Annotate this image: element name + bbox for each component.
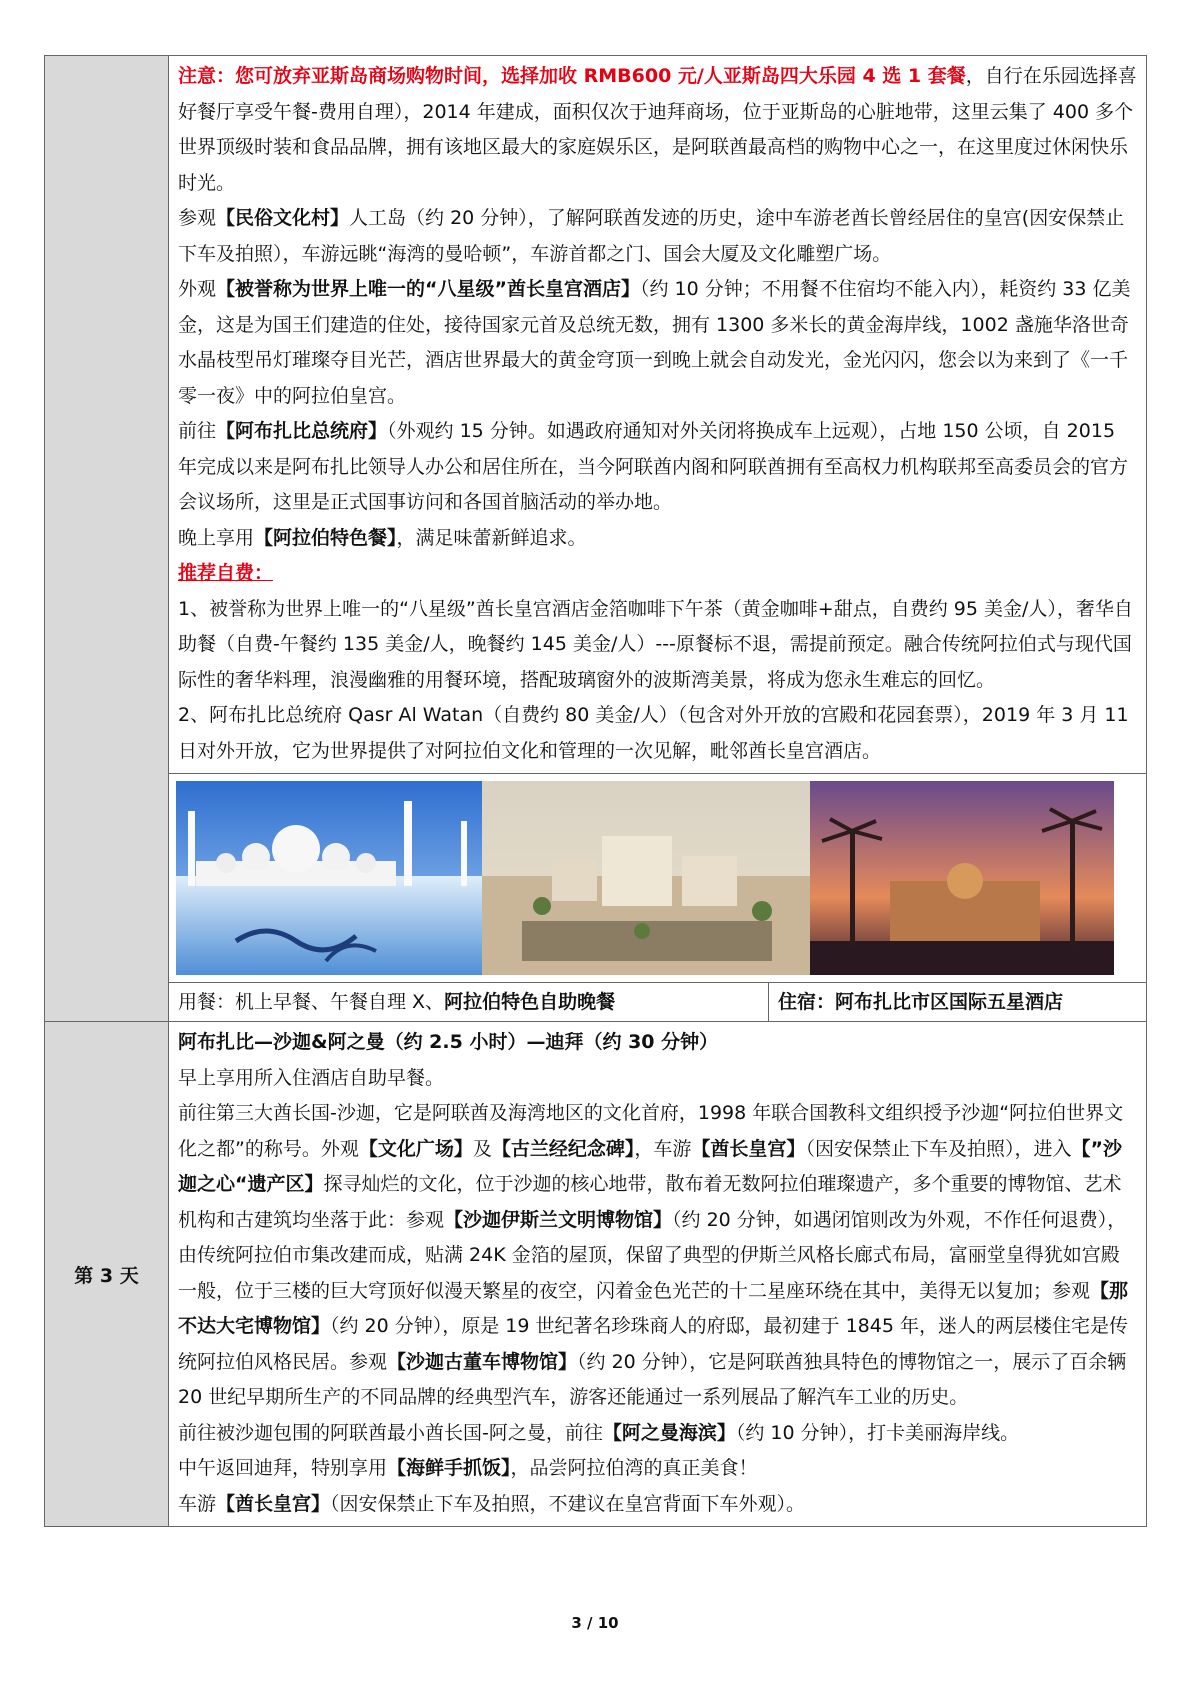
palace-drive-paragraph: 车游【酋长皇宫】（因安保禁止下车及拍照，不建议在皇宫背面下车外观）。 bbox=[178, 1492, 806, 1515]
photo-row bbox=[45, 774, 1147, 983]
recommend-item-2: 2、阿布扎比总统府 Qasr Al Watan（自费约 80 美金/人）（包含对外开放的宫殿和花园套票），2019 年 3 月 11 日对外开放，它为世界提供了对阿拉伯文化和管理的一次见解，毗邻酋长皇宫酒店。 bbox=[178, 704, 1129, 762]
presidential-palace-paragraph: 前往【阿布扎比总统府】（外观约 15 分钟。如遇政府通知对外关闭将换成车上远观），占地 150 公顷，自 2015 年完成以来是阿布扎比领导人办公和居住所在，当今阿联酋内阁和阿联酋拥有至高权力机构联邦至高委员会的官方会议场所，这里是正式国事访问和各国首脑活动的举办地。 bbox=[178, 420, 1129, 513]
folk-village-paragraph: 参观【民俗文化村】人工岛（约 20 分钟），了解阿联酋发迹的历史，途中车游老酋长曾经居住的皇宫(因安保禁止下车及拍照），车游远眺“海湾的曼哈顿”，车游首都之门、国会大厦及文化雕塑广场。 bbox=[178, 207, 1125, 265]
day3-content-cell bbox=[169, 1022, 1147, 1527]
stay-info: 住宿：阿布扎比市区国际五星酒店 bbox=[778, 991, 1064, 1013]
palace-hotel-paragraph: 外观【被誉称为世界上唯一的“八星级”酋长皇宫酒店】（约 10 分钟；不用餐不住宿均不能入内），耗资约 33 亿美金，这是为国王们建造的住处，接待国家元首及总统无数，拥有 1300 多米长的黄金海岸线，1002 盏施华洛世奇水晶枝型吊灯璀璨夺目光芒，酒店世界最大的黄金穹顶一到晚上就会自动发光，金光闪闪，您会以为来到了《一千零一夜》中的阿拉伯皇宫。 bbox=[178, 278, 1131, 407]
recommend-title: 推荐自费： bbox=[178, 562, 274, 584]
abrahamic-house-photo bbox=[482, 781, 810, 975]
lunch-paragraph: 中午返回迪拜，特别享用【海鲜手抓饭】，品尝阿拉伯湾的真正美食！ bbox=[178, 1457, 758, 1479]
day3-row bbox=[45, 1022, 1147, 1527]
sharjah-paragraph: 前往第三大酋长国-沙迦，它是阿联酋及海湾地区的文化首府，1998 年联合国教科文组织授予沙迦“阿拉伯世界文化之都”的称号。外观【文化广场】及【古兰经纪念碑】，车游【酋长皇宫】（因安保禁止下车及拍照），进入【”沙迦之心“遗产区】探寻灿烂的文化，位于沙迦的核心地带，散布着无数阿拉伯璀璨遗产，多个重要的博物馆、艺术机构和古建筑均坐落于此：参观【沙迦伊斯兰文明博物馆】（约 20 分钟，如遇闭馆则改为外观，不作任何退费），由传统阿拉伯市集改建而成，贴满 24K 金箔的屋顶，保留了典型的伊斯兰风格长廊式布局，富丽堂皇得犹如宫殿一般，位于三楼的巨大穹顶好似漫天繁星的夜空，闪着金色光芒的十二星座环绕在其中，美得无以复加；参观【那不达大宅博物馆】（约 20 分钟），原是 19 世纪著名珍珠商人的府邸，最初建于 1845 年，迷人的两层楼住宅是传统阿拉伯风格民居。参观【沙迦古董车博物馆】（约 20 分钟），它是阿联酋独具特色的博物馆之一，展示了百余辆 20 世纪早期所生产的不同品牌的经典型汽车，游客还能通过一系列展品了解汽车工业的历史。 bbox=[178, 1102, 1129, 1408]
mosque-photo bbox=[176, 781, 482, 975]
day2-day-cell bbox=[45, 56, 169, 1022]
meal-info: 用餐：机上早餐、午餐自理 X、阿拉伯特色自助晚餐 bbox=[169, 983, 769, 1021]
page-number: 3 / 10 bbox=[571, 1614, 619, 1632]
itinerary-table bbox=[44, 55, 1147, 1527]
day3-breakfast: 早上享用所入住酒店自助早餐。 bbox=[178, 1066, 445, 1089]
photo-cell bbox=[169, 774, 1147, 983]
emirates-palace-photo bbox=[810, 781, 1114, 975]
ajman-paragraph: 前往被沙迦包围的阿联酋最小酋长国-阿之曼，前往【阿之曼海滨】（约 10 分钟），打卡美丽海岸线。 bbox=[178, 1421, 1020, 1444]
day2-text-row bbox=[45, 56, 1147, 774]
notice-paragraph: 注意：您可放弃亚斯岛商场购物时间，选择加收 RMB600 元/人亚斯岛四大乐园 4 选 1 套餐，自行在乐园选择喜好餐厅享受午餐-费用自理），2014 年建成，面积仅次于迪拜商场，位于亚斯岛的心脏地带，这里云集了 400 多个世界顶级时装和食品品牌，拥有该地区最大的家庭娱乐区，是阿联酋最高档的购物中心之一，在这里度过休闲快乐时光。 bbox=[178, 65, 1137, 194]
day2-meal-row bbox=[45, 983, 1147, 1022]
day2-content-cell bbox=[169, 56, 1147, 774]
notice-red-text: 注意：您可放弃亚斯岛商场购物时间，选择加收 RMB600 元/人亚斯岛四大乐园 4 选 1 套餐 bbox=[178, 65, 966, 87]
recommend-item-1: 1、被誉称为世界上唯一的“八星级”酋长皇宫酒店金箔咖啡下午茶（黄金咖啡+甜点，自费约 95 美金/人），奢华自助餐（自费-午餐约 135 美金/人，晚餐约 145 美金/人）---原餐标不退，需提前预定。融合传统阿拉伯式与现代国际性的奢华料理，浪漫幽雅的用餐环境，搭配玻璃窗外的波斯湾美景，将成为您永生难忘的回忆。 bbox=[178, 597, 1133, 691]
dinner-paragraph: 晚上享用【阿拉伯特色餐】，满足味蕾新鲜追求。 bbox=[178, 526, 587, 549]
meal-stay-cell bbox=[169, 983, 1147, 1022]
day3-title: 阿布扎比—沙迦&阿之曼（约 2.5 小时）—迪拜（约 30 分钟） bbox=[178, 1031, 719, 1053]
day3-day-cell: 第 3 天 bbox=[45, 1022, 169, 1527]
